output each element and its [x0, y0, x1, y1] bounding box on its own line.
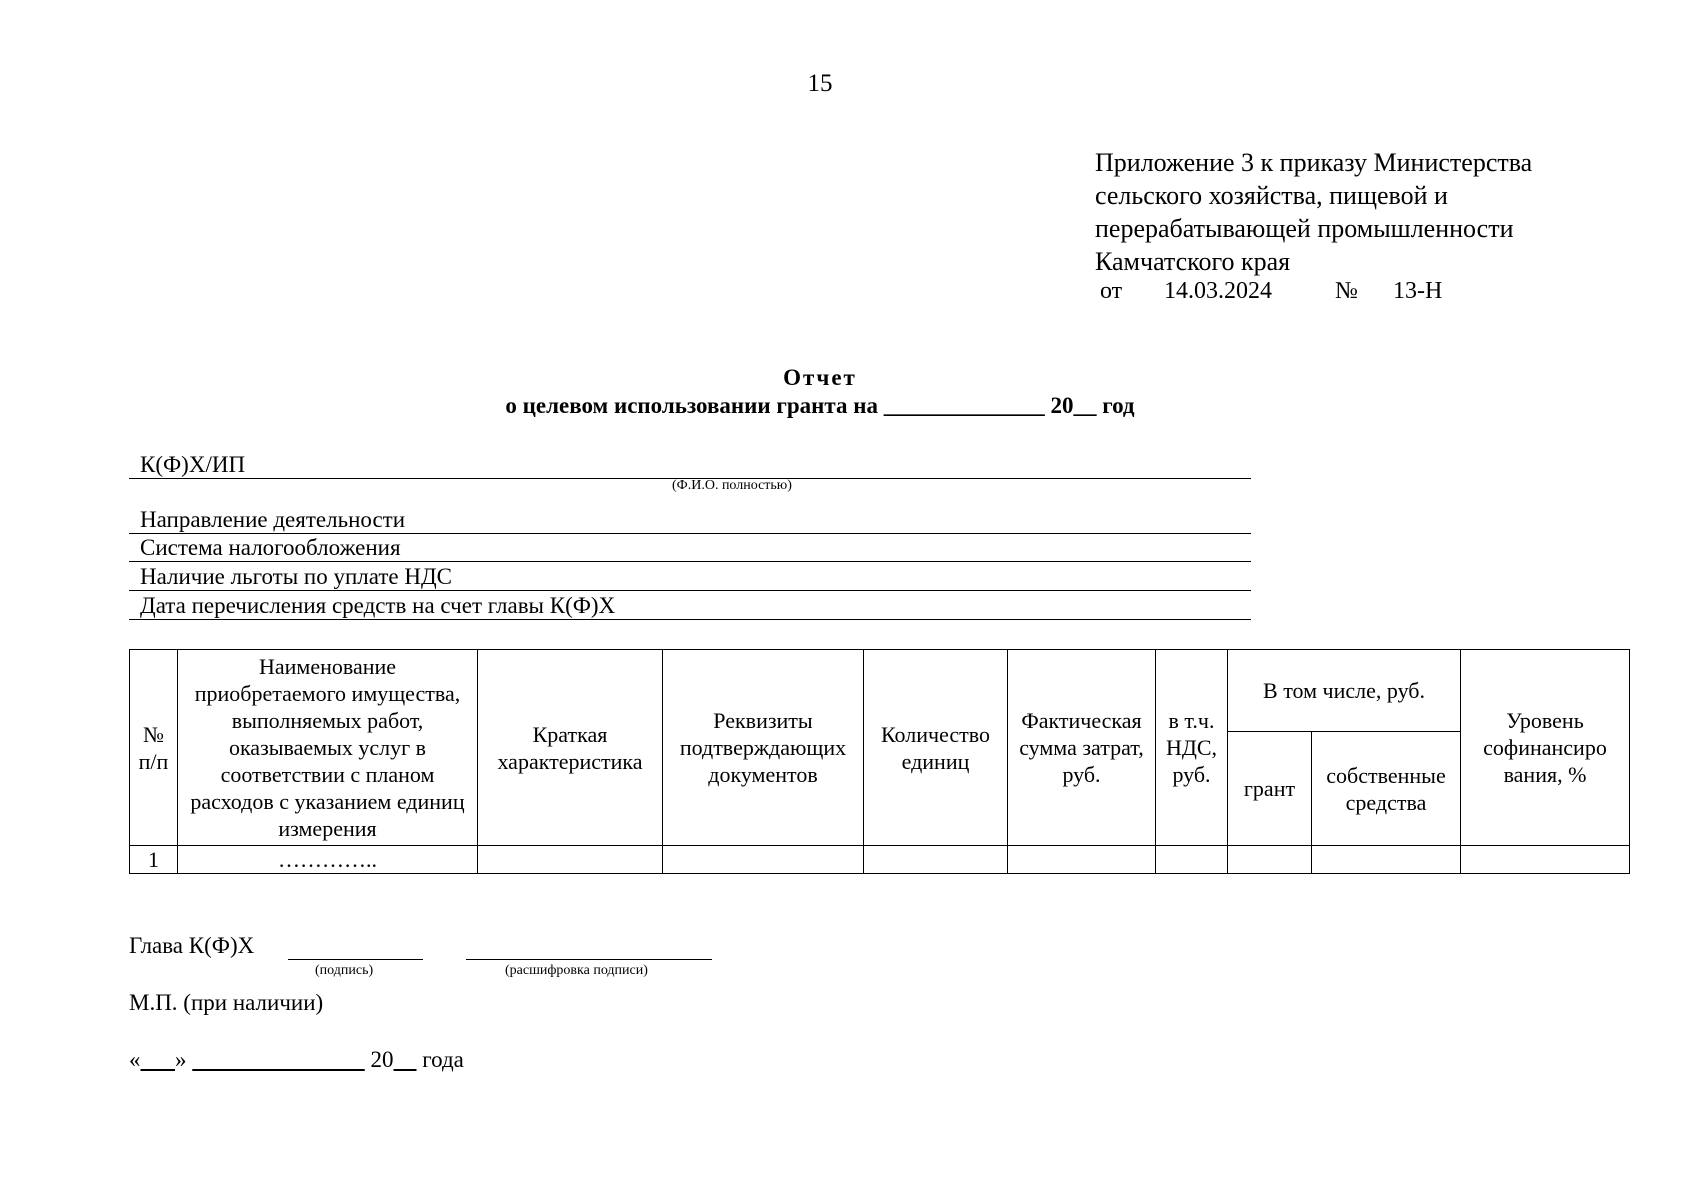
field-transfer-date[interactable]	[129, 592, 1251, 620]
appendix-header	[1095, 146, 1532, 278]
header-actual-sum: Фактическая сумма затрат, руб.	[1008, 650, 1156, 846]
order-number: 13-Н	[1393, 278, 1443, 304]
report-subtitle: о целевом использовании гранта на ______________ 20__ год	[505, 393, 1135, 418]
date-month-blank[interactable]	[192, 1047, 365, 1072]
cell-vat[interactable]	[1156, 846, 1228, 874]
header-vat: в т.ч. НДС, руб.	[1156, 650, 1228, 846]
header-grant: грант	[1228, 732, 1312, 846]
cell-name: …………..	[178, 846, 478, 874]
cell-grant[interactable]	[1228, 846, 1312, 874]
date-day-blank[interactable]	[141, 1047, 176, 1072]
fio-hint: (Ф.И.О. полностью)	[672, 478, 792, 493]
header-cofinancing: Уровень софинансиро вания, %	[1461, 650, 1630, 846]
stamp-label: М.П. (при наличии)	[129, 990, 324, 1015]
field-direction[interactable]	[129, 506, 1251, 534]
signature-decoding-line[interactable]	[466, 959, 712, 960]
cell-characteristic[interactable]	[478, 846, 663, 874]
field-tax-system-label: Система налогообложения	[140, 535, 401, 560]
signature-hint: (подпись)	[315, 963, 374, 978]
field-vat-benefit[interactable]	[129, 563, 1251, 591]
header-name: Наименование приобретаемого имущества, выполняемых работ, оказываемых услуг в соответствии с планом расходов с указанием единиц измерения	[178, 650, 478, 846]
cell-own-funds[interactable]	[1312, 846, 1461, 874]
field-kfh-label: К(Ф)Х/ИП	[140, 452, 246, 477]
page-number: 15	[807, 70, 833, 97]
field-vat-benefit-label: Наличие льготы по уплате НДС	[140, 564, 453, 589]
table-row	[130, 846, 1630, 874]
signature-date	[129, 1047, 464, 1073]
appendix-line: перерабатывающей промышленности	[1095, 214, 1514, 243]
header-requisites: Реквизиты подтверждающих документов	[663, 650, 864, 846]
cell-requisites[interactable]	[663, 846, 864, 874]
appendix-line: сельского хозяйства, пищевой и	[1095, 181, 1448, 210]
cell-actual-sum[interactable]	[1008, 846, 1156, 874]
header-including: В том числе, руб.	[1228, 650, 1461, 732]
cell-cofinancing[interactable]	[1461, 846, 1630, 874]
header-own-funds: собственные средства	[1312, 732, 1461, 846]
head-label: Глава К(Ф)Х	[129, 933, 255, 958]
field-tax-system[interactable]	[129, 534, 1251, 562]
date-year-blank[interactable]	[394, 1047, 417, 1072]
order-number-label: №	[1335, 278, 1358, 304]
appendix-line: Камчатского края	[1095, 247, 1291, 276]
field-kfh[interactable]	[129, 451, 1251, 479]
header-num: № п/п	[130, 650, 178, 846]
header-quantity: Количество единиц	[864, 650, 1008, 846]
date-quote-close: »	[175, 1047, 187, 1072]
order-from-label: от	[1100, 278, 1123, 304]
appendix-line: Приложение 3 к приказу Министерства	[1095, 148, 1533, 177]
date-year-suffix: года	[422, 1047, 464, 1072]
signature-line[interactable]	[288, 959, 423, 960]
cell-quantity[interactable]	[864, 846, 1008, 874]
date-year-prefix: 20	[370, 1047, 394, 1072]
field-transfer-date-label: Дата перечисления средств на счет главы К(Ф)Х	[140, 593, 616, 618]
report-table	[129, 649, 1630, 874]
order-date: 14.03.2024	[1164, 278, 1272, 304]
date-quote-open: «	[129, 1047, 141, 1072]
cell-num: 1	[130, 846, 178, 874]
order-details	[1100, 278, 1442, 305]
decoding-hint: (расшифровка подписи)	[505, 963, 648, 978]
field-direction-label: Направление деятельности	[140, 507, 406, 532]
report-title: Отчет	[783, 365, 857, 390]
header-characteristic: Краткая характеристика	[478, 650, 663, 846]
